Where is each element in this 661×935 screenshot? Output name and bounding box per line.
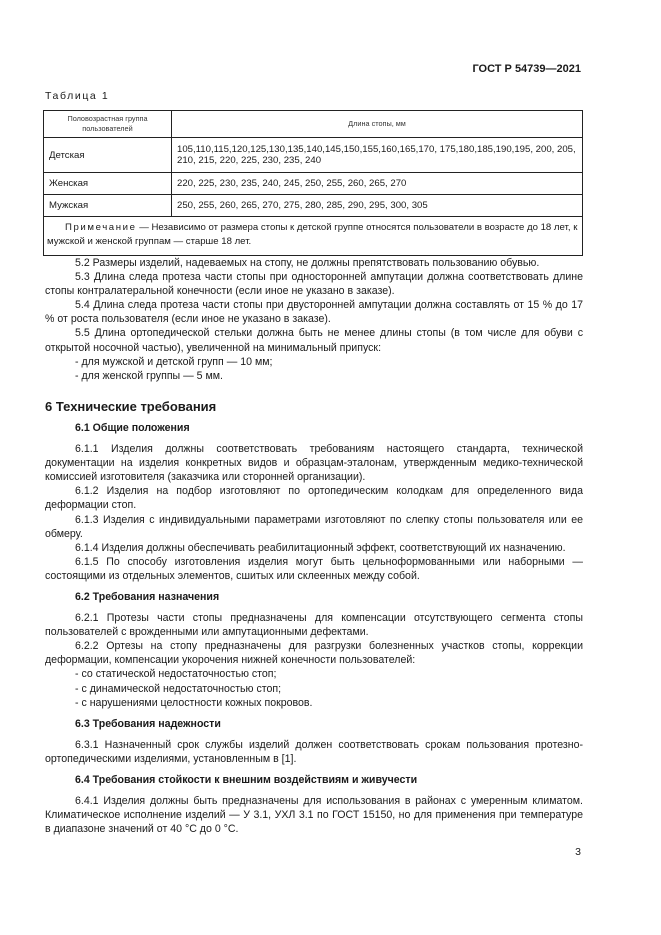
subsection-heading-6-4: 6.4 Требования стойкости к внешним воздействиям и живучести	[75, 774, 418, 786]
page-number: 3	[575, 846, 581, 858]
length-cell: 220, 225, 230, 235, 240, 245, 250, 255, 260, 265, 270	[172, 173, 583, 195]
document-body	[45, 256, 583, 836]
foot-length-table	[43, 110, 583, 256]
note-text: — Независимо от размера стопы к детской группе относятся пользователи в возрасте до 18 лет, к мужской и женской группам — старше 18 лет.	[47, 222, 578, 247]
list-item: - со статической недостаточностью стоп;	[75, 668, 277, 681]
paragraph-6-1-2: 6.1.2 Изделия на подбор изготовляют по ортопедическим колодкам для определенного вида деформации стоп.	[45, 485, 583, 512]
list-item: - с динамической недостаточностью стоп;	[75, 682, 282, 695]
table-row	[44, 195, 583, 217]
list-item: - с нарушениями целостности кожных покровов.	[75, 696, 313, 709]
table-caption: Таблица 1	[45, 90, 110, 102]
subsection-heading-6-1: 6.1 Общие положения	[75, 421, 190, 434]
length-cell: 105,110,115,120,125,130,135,140,145,150,155,160,165,170, 175,180,185,190,195, 200, 205, 210, 215, 220, 225, 230, 235, 240	[172, 138, 583, 173]
paragraph-6-3-1: 6.3.1 Назначенный срок службы изделий должен соответствовать срокам пользования протезно-ортопедическими изделиями, установленным в [1].	[45, 738, 583, 765]
paragraph-6-1-1: 6.1.1 Изделия должны соответствовать требованиям настоящего стандарта, технической документации на изделия конкретных видов и образцам-эталонам, утвержденным медико-технической комиссией изготовителя (заказчика или сторонней организации).	[45, 443, 583, 484]
paragraph-6-1-5: 6.1.5 По способу изготовления изделия могут быть цельноформованными или наборными — состоящими из отдельных элементов, сшитых или склеенных между собой.	[45, 555, 583, 582]
paragraph-5-3: 5.3 Длина следа протеза части стопы при односторонней ампутации должна соответствовать длине стопы контралатеральной конечности (если иное не указано в заказе).	[45, 271, 583, 298]
table-note	[44, 217, 583, 256]
column-header-length: Длина стопы, мм	[172, 111, 583, 138]
document-code: ГОСТ Р 54739—2021	[472, 63, 581, 75]
paragraph-6-2-1: 6.2.1 Протезы части стопы предназначены для компенсации отсутствующего сегмента стопы пользователей с врожденными или ампутационными дефектами.	[45, 612, 583, 639]
paragraph-5-5: 5.5 Длина ортопедической стельки должна быть не менее длины стопы (в том числе для обуви с открытой носочной частью), увеличенной на минимальный припуск:	[45, 327, 583, 354]
length-cell: 250, 255, 260, 265, 270, 275, 280, 285, 290, 295, 300, 305	[172, 195, 583, 217]
paragraph-6-1-3: 6.1.3 Изделия с индивидуальными параметрами изготовляют по слепку стопы пользователя или ее обмеру.	[45, 513, 583, 540]
paragraph-6-1-4: 6.1.4 Изделия должны обеспечивать реабилитационный эффект, соответствующий их назначению.	[75, 541, 566, 554]
note-label: Примечание	[65, 222, 137, 233]
subsection-heading-6-3: 6.3 Требования надежности	[75, 717, 221, 730]
list-item: - для мужской и детской групп — 10 мм;	[75, 355, 273, 368]
column-header-group: Половозрастная группа пользователей	[44, 111, 172, 138]
subsection-heading-6-2: 6.2 Требования назначения	[75, 590, 220, 603]
table-row	[44, 173, 583, 195]
section-heading-6: 6 Технические требования	[45, 398, 217, 414]
table-row	[44, 138, 583, 173]
paragraph-6-2-2: 6.2.2 Ортезы на стопу предназначены для разгрузки болезненных участков стопы, коррекции деформации, компенсации укорочения нижней конечности пользователей:	[45, 640, 583, 667]
group-cell: Женская	[44, 173, 172, 195]
paragraph-5-2: 5.2 Размеры изделий, надеваемых на стопу, не должны препятствовать пользованию обувью.	[75, 257, 540, 269]
group-cell: Мужская	[44, 195, 172, 217]
list-item: - для женской группы — 5 мм.	[75, 369, 223, 382]
table-note-row	[44, 217, 583, 256]
paragraph-5-4: 5.4 Длина следа протеза части стопы при двусторонней ампутации должна составлять от 15 % до 17 % от роста пользователя (если иное не указано в заказе).	[45, 299, 583, 326]
group-cell: Детская	[44, 138, 172, 173]
paragraph-6-4-1: 6.4.1 Изделия должны быть предназначены для использования в районах с умеренным климатом. Климатическое исполнение изделий — У 3.1, УХЛ 3.1 по ГОСТ 15150, но для применения при температуре в диапазоне значений от 40 °С до 0 °С.	[45, 795, 583, 836]
table-header-row	[44, 111, 583, 138]
